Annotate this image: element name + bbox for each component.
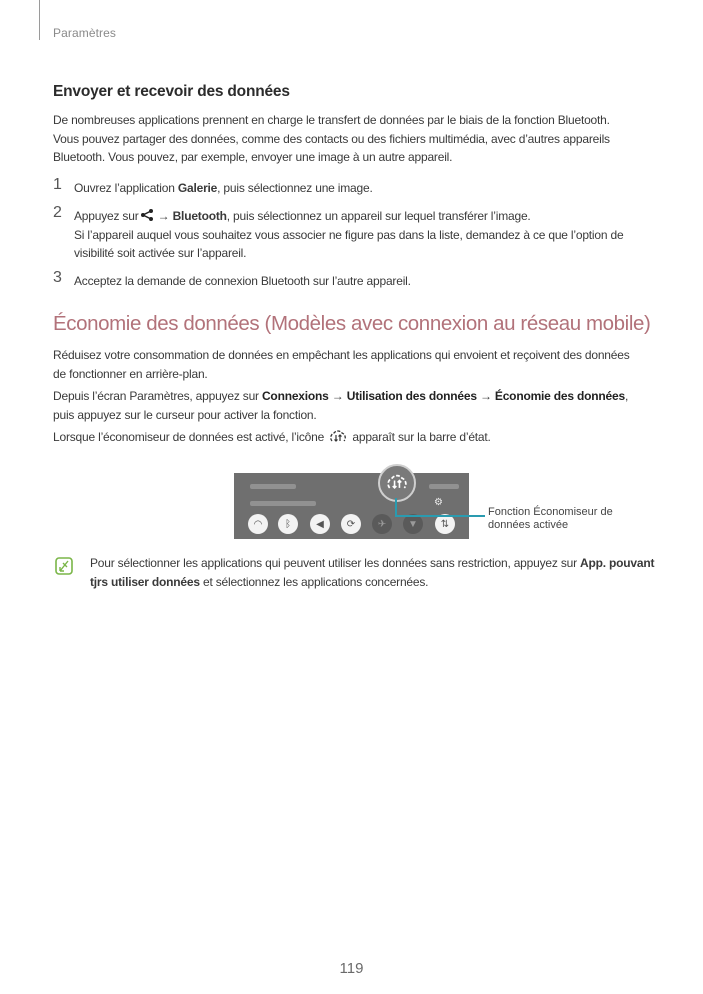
note-icon [55,557,73,575]
data-saver-paragraph-2: Depuis l’écran Paramètres, appuyez sur Connexions → Utilisation des données → Économie des données, puis appuyez sur le curseur pour activer la fonction. [53,389,629,422]
share-icon [140,209,154,221]
bluetooth-label: Bluetooth [172,209,227,223]
bluetooth-icon: ᛒ [278,514,298,534]
data-saver-highlight-icon [378,464,416,502]
data-saver-paragraph-1: Réduisez votre consommation de données en empêchant les applications qui envoient et reçoivent des données de fonctionner en arrière-plan. [53,348,630,381]
step-2-note: Si l’appareil auquel vous souhaitez vous associer ne figure pas dans la liste, demandez à ce que l’option de visibilité soit activée sur l’appareil. [74,227,624,260]
data-saver-icon [329,429,347,445]
callout-line [395,515,485,517]
step-2: 2 Appuyez sur → Bluetooth, puis sélectionnez un appareil sur lequel transférer l’image. Si l’appareil auquel vous souhaitez vous associer ne figure pas dans la liste, demandez à ce que l’option de visibilité soit activée sur l’appareil. [53,207,654,263]
step-1: 1 Ouvrez l’application Galerie, puis sélectionnez une image. [53,176,373,195]
page-number: 119 [339,960,364,977]
wifi-icon: ◠ [248,514,268,534]
flashlight-icon: ▼ [403,514,423,534]
blurred-date [250,501,316,506]
step-number: 1 [53,176,62,193]
tip-note: Pour sélectionner les applications qui peuvent utiliser les données sans restriction, appuyez sur App. pouvant tjrs utiliser données et sélectionnez les applications concernées. [90,556,655,589]
galerie-label: Galerie [177,181,218,195]
mobile-data-icon: ⇅ [435,514,455,534]
auto-rotate-icon: ⟳ [341,514,361,534]
settings-gear-icon: ⚙ [434,497,443,508]
blurred-status [429,484,459,489]
callout-label: Fonction Économiseur de données activée [488,506,613,531]
airplane-icon: ✈ [372,514,392,534]
sound-icon: ◀ [310,514,330,534]
section-title-bluetooth: Envoyer et recevoir des données [53,83,290,100]
step-3: 3 Acceptez la demande de connexion Bluetooth sur l’autre appareil. [53,269,411,288]
running-header: Paramètres [53,26,117,40]
step-number: 2 [53,204,62,221]
header-rule [39,0,40,40]
step-number: 3 [53,269,62,286]
section-title-data-saver: Économie des données (Modèles avec connexion au réseau mobile) [53,312,651,335]
intro-paragraph: De nombreuses applications prennent en charge le transfert de données par le biais de la fonction Bluetooth. Vous pouvez partager des données, comme des contacts ou des fichiers multimédia, avec d’autres appareils Bluetooth. Vous pouvez, par exemple, envoyer une image à un autre appareil. [53,113,610,164]
blurred-time [250,484,296,489]
data-saver-paragraph-3: Lorsque l’économiseur de données est activé, l’icône apparaît sur la barre d’état. [53,430,491,444]
